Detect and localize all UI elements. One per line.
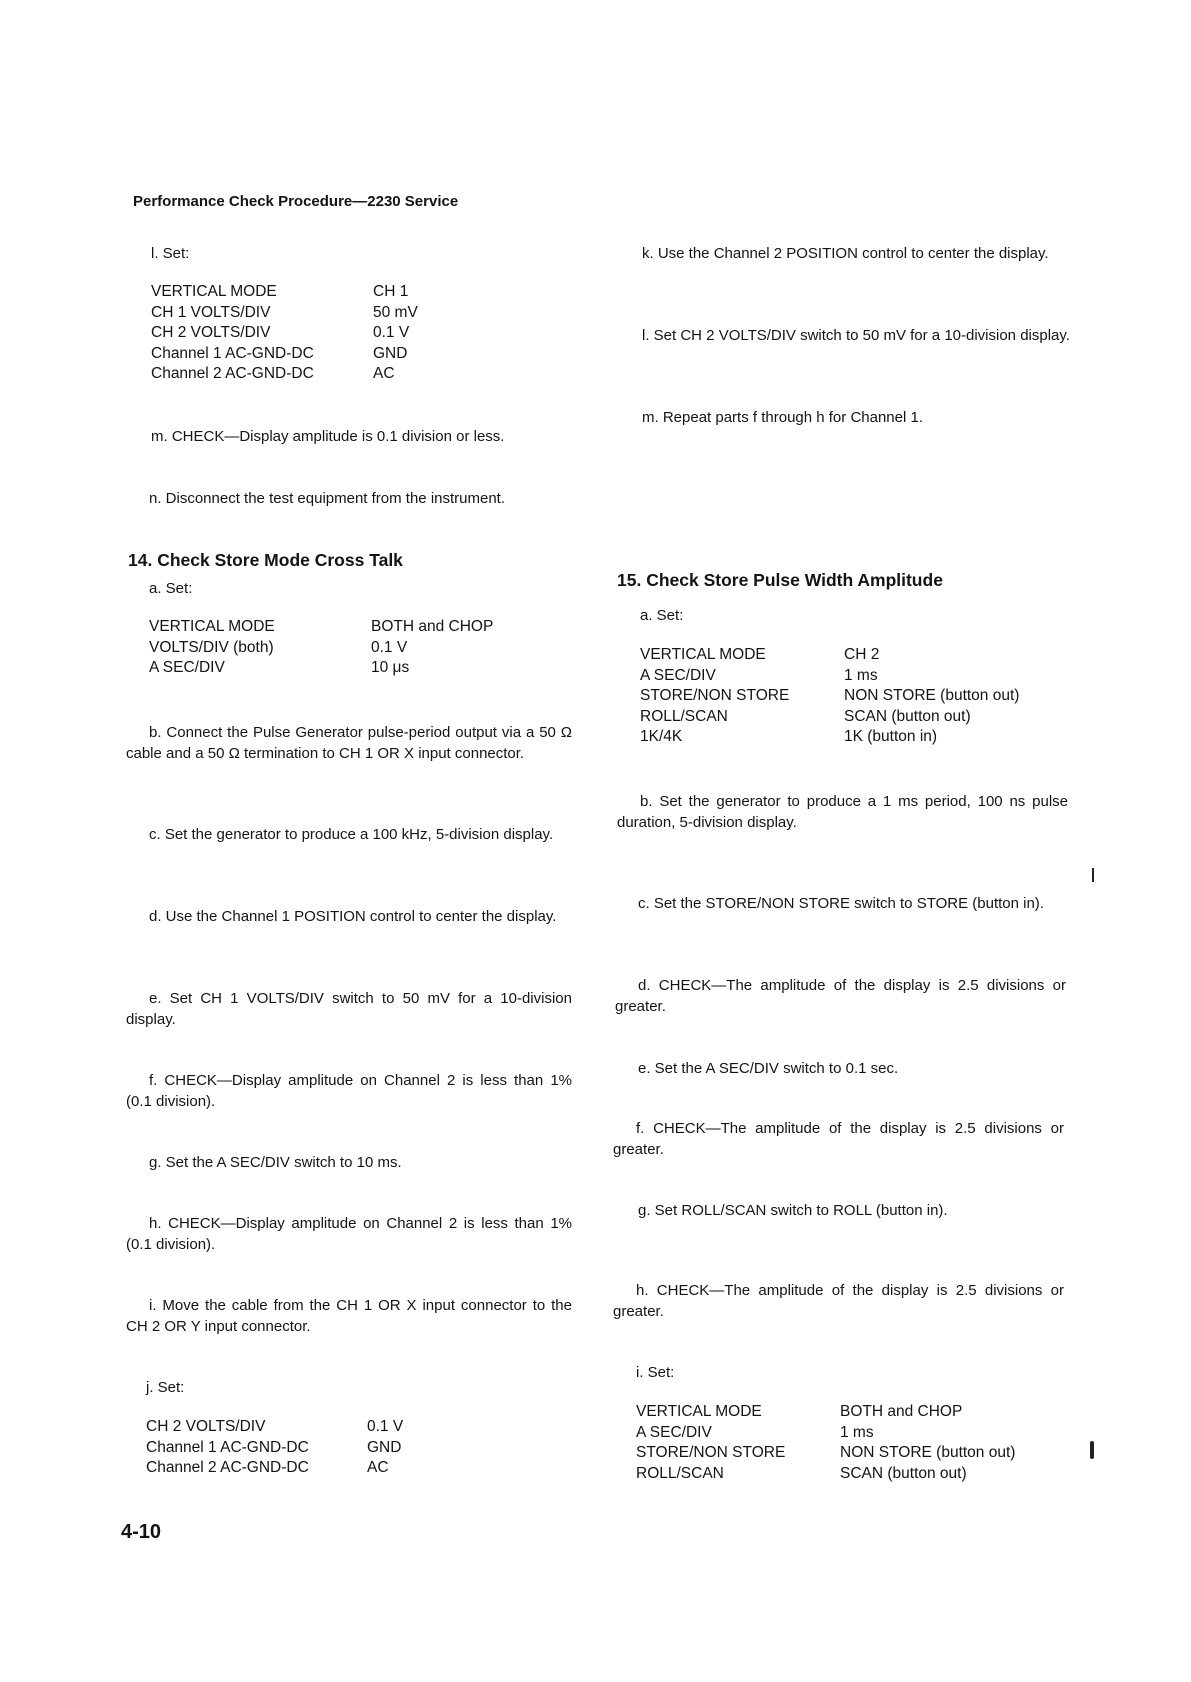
setting-name: STORE/NON STORE (636, 1444, 786, 1461)
settings-table-s14a (149, 617, 493, 679)
setting-name: ROLL/SCAN (640, 707, 728, 725)
setting-value: 0.1 V (367, 1418, 404, 1435)
step-l: l. Set CH 2 VOLTS/DIV switch to 50 mV for a 10-division display. (642, 327, 1070, 344)
setting-value: 50 mV (373, 303, 418, 321)
s15-step-g: g. Set ROLL/SCAN switch to ROLL (button in). (638, 1202, 948, 1219)
setting-name: VOLTS/DIV (both) (149, 638, 274, 656)
s15-step-i: i. Set: (636, 1364, 675, 1381)
setting-value: AC (373, 365, 395, 382)
table-row (636, 1402, 1015, 1423)
s15-step-h: h. CHECK—The amplitude of the display is 2.5 divisions or greater. (613, 1282, 1064, 1320)
s14-step-a: a. Set: (149, 580, 193, 597)
setting-value: 1 ms (840, 1423, 874, 1441)
s15-step-f: f. CHECK—The amplitude of the display is 2.5 divisions or greater. (613, 1120, 1064, 1158)
setting-value: NON STORE (button out) (844, 687, 1020, 704)
setting-name: ROLL/SCAN (636, 1464, 724, 1482)
s15-step-a: a. Set: (640, 607, 684, 624)
settings-table-s14j (146, 1417, 403, 1479)
s14-step-f: f. CHECK—Display amplitude on Channel 2 is less than 1% (0.1 division). (126, 1072, 572, 1110)
setting-value: GND (373, 344, 408, 362)
s14-step-d: d. Use the Channel 1 POSITION control to center the display. (149, 908, 557, 925)
s15-step-b: b. Set the generator to produce a 1 ms period, 100 ns pulse duration, 5-division display. (617, 793, 1068, 831)
page-number: 4-10 (121, 1521, 162, 1543)
table-row (640, 666, 1019, 687)
setting-name: Channel 2 AC-GND-DC (151, 365, 314, 382)
table-row (146, 1417, 403, 1438)
section-14-title: 14. Check Store Mode Cross Talk (128, 550, 403, 570)
table-row (640, 686, 1019, 707)
s15-step-c: c. Set the STORE/NON STORE switch to STORE (button in). (638, 895, 1044, 912)
s14-step-h: h. CHECK—Display amplitude on Channel 2 is less than 1% (0.1 division). (126, 1215, 572, 1253)
setting-name: 1K/4K (640, 728, 683, 745)
setting-name: Channel 1 AC-GND-DC (151, 344, 314, 362)
s15-step-e: e. Set the A SEC/DIV switch to 0.1 sec. (638, 1060, 899, 1077)
setting-name: A SEC/DIV (149, 659, 225, 676)
step-m-check: m. CHECK—Display amplitude is 0.1 division or less. (151, 428, 505, 445)
table-row (149, 617, 493, 638)
setting-value: BOTH and CHOP (840, 1403, 963, 1420)
table-row (149, 638, 493, 659)
s14-step-e: e. Set CH 1 VOLTS/DIV switch to 50 mV for a 10-division display. (126, 990, 572, 1028)
table-row (151, 282, 418, 303)
change-bar (1090, 1441, 1094, 1459)
step-n-disconnect: n. Disconnect the test equipment from the instrument. (149, 490, 506, 507)
change-bar (1092, 868, 1094, 882)
setting-value: BOTH and CHOP (371, 618, 494, 635)
table-row (636, 1443, 1015, 1464)
s14-step-c: c. Set the generator to produce a 100 kHz, 5-division display. (149, 826, 554, 843)
setting-value: 10 μs (371, 659, 410, 676)
setting-name: VERTICAL MODE (636, 1403, 762, 1420)
setting-name: VERTICAL MODE (151, 283, 277, 300)
setting-value: 0.1 V (371, 638, 408, 656)
setting-value: 1K (button in) (844, 728, 938, 745)
table-row (146, 1458, 403, 1479)
setting-name: CH 1 VOLTS/DIV (151, 303, 271, 321)
setting-value: SCAN (button out) (840, 1464, 967, 1482)
table-row (636, 1464, 1015, 1485)
setting-name: Channel 1 AC-GND-DC (146, 1438, 309, 1456)
setting-name: A SEC/DIV (640, 666, 716, 684)
setting-name: CH 2 VOLTS/DIV (151, 324, 271, 341)
table-row (149, 658, 493, 679)
table-row (151, 344, 418, 365)
setting-name: CH 2 VOLTS/DIV (146, 1418, 266, 1435)
section-15-title: 15. Check Store Pulse Width Amplitude (617, 570, 943, 590)
setting-value: AC (367, 1459, 389, 1476)
setting-value: SCAN (button out) (844, 707, 971, 725)
step-l-set: l. Set: (151, 245, 190, 262)
setting-value: GND (367, 1438, 402, 1456)
setting-name: Channel 2 AC-GND-DC (146, 1459, 309, 1476)
settings-table-s15a (640, 645, 1019, 748)
setting-name: VERTICAL MODE (149, 618, 275, 635)
setting-name: STORE/NON STORE (640, 687, 790, 704)
setting-value: CH 2 (844, 646, 880, 663)
settings-table-s15i (636, 1402, 1015, 1484)
s14-step-b: b. Connect the Pulse Generator pulse-period output via a 50 Ω cable and a 50 Ω termination to CH 1 OR X input connector. (126, 724, 572, 762)
table-row (640, 727, 1019, 748)
setting-value: NON STORE (button out) (840, 1444, 1016, 1461)
table-row (636, 1423, 1015, 1444)
setting-name: VERTICAL MODE (640, 646, 766, 663)
setting-value: CH 1 (373, 283, 409, 300)
settings-table-l (151, 282, 418, 385)
s14-step-j: j. Set: (146, 1379, 185, 1396)
table-row (151, 303, 418, 324)
table-row (151, 364, 418, 385)
setting-value: 0.1 V (373, 324, 410, 341)
s14-step-i: i. Move the cable from the CH 1 OR X input connector to the CH 2 OR Y input connector. (126, 1297, 572, 1335)
step-k: k. Use the Channel 2 POSITION control to center the display. (642, 245, 1049, 262)
step-m-repeat: m. Repeat parts f through h for Channel 1. (642, 409, 923, 426)
setting-name: A SEC/DIV (636, 1423, 712, 1441)
s15-step-d: d. CHECK—The amplitude of the display is 2.5 divisions or greater. (615, 977, 1066, 1015)
table-row (151, 323, 418, 344)
table-row (640, 707, 1019, 728)
table-row (640, 645, 1019, 666)
running-header: Performance Check Procedure—2230 Service (133, 193, 459, 210)
table-row (146, 1438, 403, 1459)
s14-step-g: g. Set the A SEC/DIV switch to 10 ms. (149, 1154, 402, 1171)
setting-value: 1 ms (844, 666, 878, 684)
